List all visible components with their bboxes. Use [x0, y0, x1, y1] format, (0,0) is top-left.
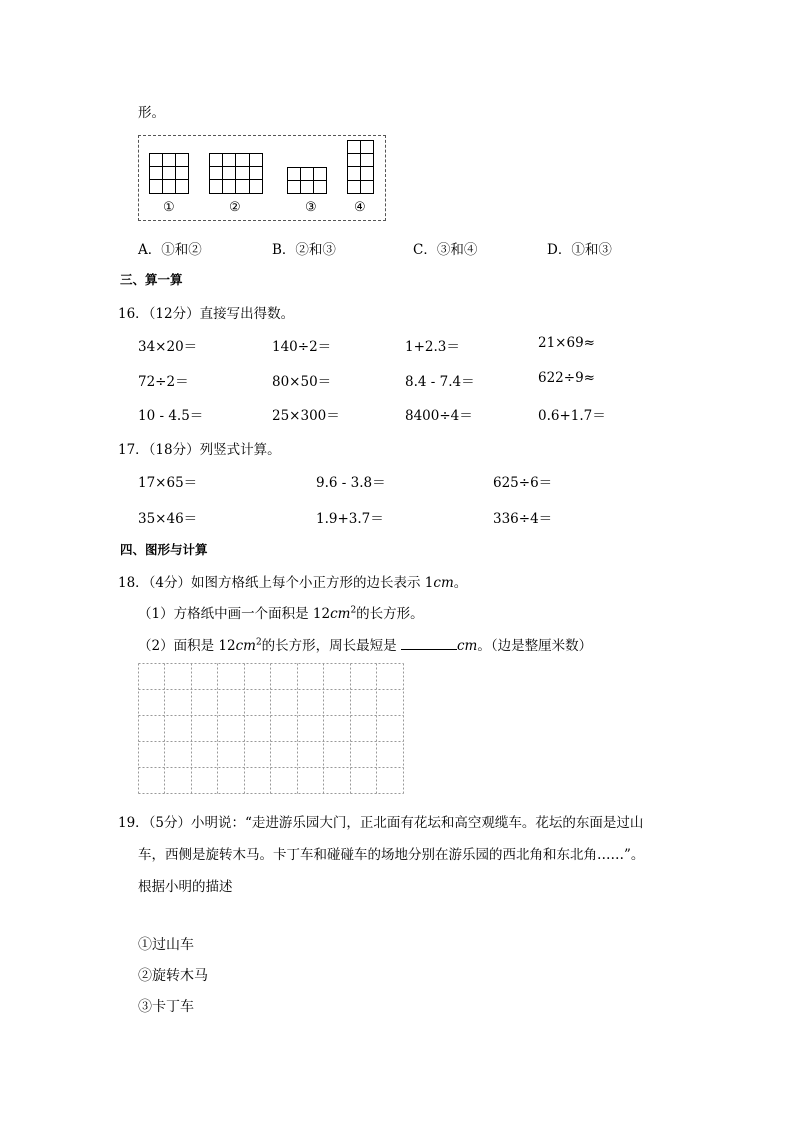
q16-item: 622÷9≈: [538, 370, 595, 386]
continuation-text: 形。: [138, 105, 165, 121]
question-19-line-2: 车，西侧是旋转木马。卡丁车和碰碰车的场地分别在游乐园的西北角和东北角……”。: [138, 847, 645, 863]
figure-label-3: ③: [305, 200, 317, 215]
q16-item: 72÷2＝: [138, 374, 189, 390]
question-19-line-1: 19．（5分）小明说：“走进游乐园大门，正北面有花坛和高空观缆车。花坛的东面是过山: [118, 815, 644, 831]
q16-item: 80×50＝: [272, 374, 332, 390]
q16-item: 8.4 - 7.4＝: [405, 374, 475, 390]
q16-item: 140÷2＝: [272, 339, 332, 355]
answer-blank[interactable]: [401, 637, 457, 650]
q16-item: 10 - 4.5＝: [138, 408, 204, 424]
question-19-line-3: 根据小明的描述: [138, 879, 233, 895]
square-grid[interactable]: [138, 663, 403, 793]
figure-label-1: ①: [163, 200, 175, 215]
q17-item: 17×65＝: [138, 475, 198, 491]
q16-item: 34×20＝: [138, 339, 198, 355]
grid-shape-3: [287, 167, 327, 194]
grid-shape-1: [149, 153, 189, 194]
grid-shape-4: [347, 140, 374, 194]
question-18-title: 18．（4分）如图方格纸上每个小正方形的边长表示 1cm。: [118, 575, 468, 591]
question-16-title: 16．（12分）直接写出得数。: [118, 306, 295, 322]
figure-label-4: ④: [354, 200, 366, 215]
q17-item: 9.6 - 3.8＝: [316, 475, 386, 491]
q17-item: 35×46＝: [138, 511, 198, 527]
list-item: ③卡丁车: [138, 999, 194, 1015]
question-18-part-1: （1）方格纸中画一个面积是 $12cm^2$的长方形。: [138, 605, 424, 622]
q16-item: 8400÷4＝: [405, 408, 473, 424]
q16-item: 0.6+1.7＝: [538, 408, 606, 424]
q17-item: 625÷6＝: [493, 475, 553, 491]
option-d[interactable]: D．①和③: [547, 242, 612, 258]
grid-shape-2: [209, 153, 263, 194]
question-17-title: 17．（18分）列竖式计算。: [118, 442, 281, 458]
q17-item: 1.9+3.7＝: [316, 511, 384, 527]
list-item: ①过山车: [138, 937, 194, 953]
section-4-heading: 四、图形与计算: [120, 542, 208, 557]
q17-item: 336÷4＝: [493, 511, 553, 527]
q16-item: 25×300＝: [272, 408, 340, 424]
question-18-part-2: （2）面积是 $12cm^2$的长方形，周长最短是 cm。（边是整厘米数）: [138, 637, 593, 654]
q16-item: 21×69≈: [538, 335, 595, 351]
option-b[interactable]: B．②和③: [272, 242, 336, 258]
option-c[interactable]: C．③和④: [413, 242, 478, 258]
section-3-heading: 三、算一算: [120, 272, 183, 287]
list-item: ②旋转木马: [138, 968, 208, 984]
figure-label-2: ②: [229, 200, 241, 215]
q16-item: 1+2.3＝: [405, 339, 460, 355]
option-a[interactable]: A．①和②: [138, 242, 202, 258]
